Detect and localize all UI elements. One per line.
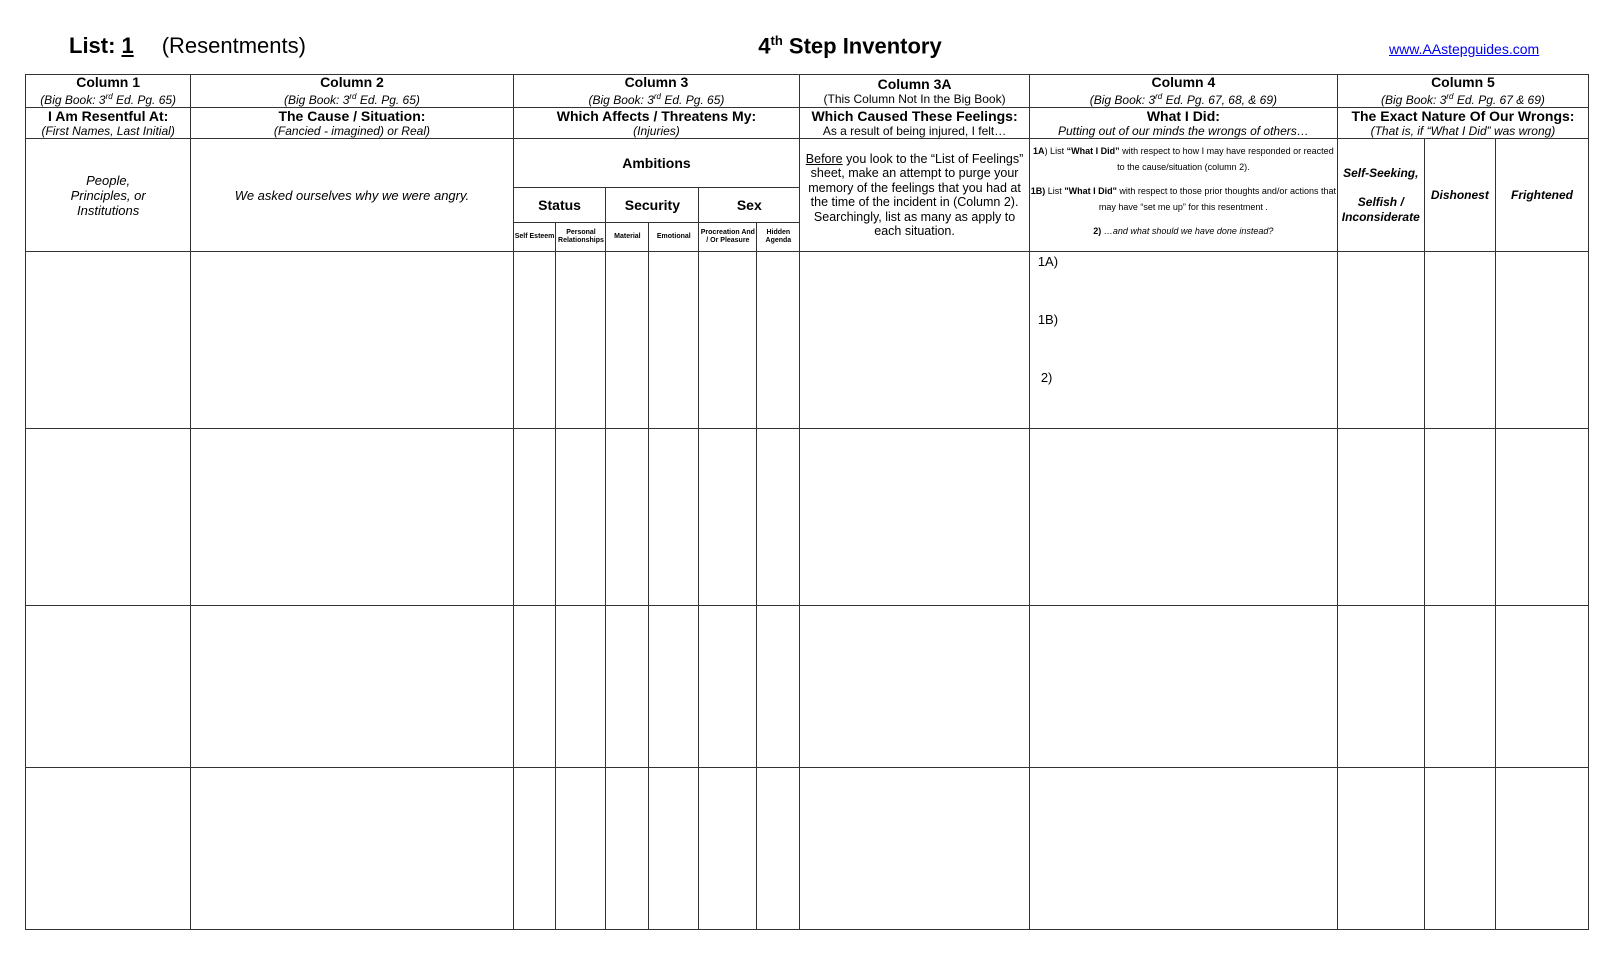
col1-heading: I Am Resentful At: [47, 107, 169, 124]
col1-heading-cell [26, 108, 191, 139]
entry-cell[interactable] [800, 429, 1030, 606]
entry-cell[interactable] [191, 768, 513, 930]
col4-description: 1A) List “What I Did” with respect to how I may have responded or reacted to the cause/situation (column 2). 1B) List "What I Did" with respect to those prior thoughts and/or actions that may have “set me up” for this resentment . 2) …and what should we have done instead? [1029, 139, 1337, 252]
entry-cell[interactable] [191, 606, 513, 768]
col5-heading-cell [1337, 108, 1588, 139]
col3a-description: Before you look to the “List of Feelings” sheet, make an attempt to purge your memory of the feelings that you had at the time of the incident in (Column 2). Searchingly, list as many as apply to each situation. [800, 139, 1030, 252]
entry-cell[interactable] [556, 429, 606, 606]
col1-title-cell [26, 75, 191, 108]
list-header [69, 33, 306, 59]
material-header: Material [606, 223, 649, 252]
dishonest-header: Dishonest [1424, 139, 1495, 252]
entry-cell[interactable] [649, 606, 699, 768]
entry-cell[interactable] [513, 429, 556, 606]
col2-heading: The Cause / Situation: [278, 107, 426, 124]
entry-cell[interactable] [757, 606, 800, 768]
entry-cell[interactable] [26, 606, 191, 768]
self-esteem-header: Self Esteem [513, 223, 556, 252]
col2-title-cell [191, 75, 513, 108]
entry-cell[interactable] [1337, 252, 1424, 429]
entry-cell[interactable] [26, 768, 191, 930]
entry-cell[interactable] [191, 252, 513, 429]
entry-cell[interactable] [649, 252, 699, 429]
self-seeking-header: Self-Seeking, Selfish / Inconsiderate [1337, 139, 1424, 252]
entry-cell[interactable] [1496, 606, 1589, 768]
col2-subheading: (Fancied - imagined) or Real) [273, 123, 430, 138]
col3a-ref: (This Column Not In the Big Book) [823, 91, 1006, 106]
procreation-header: Procreation And / Or Pleasure [699, 223, 757, 252]
entry-cell[interactable] [699, 252, 757, 429]
entry-label-2: 2) [1040, 370, 1053, 385]
entry-cell[interactable] [606, 768, 649, 930]
col5-ref: (Big Book: 3rd Ed. Pg. 67 & 69) [1381, 92, 1545, 107]
entry-cell[interactable] [1424, 252, 1495, 429]
col1-ref: (Big Book: 3rd Ed. Pg. 65) [40, 92, 177, 107]
entry-cell[interactable] [699, 606, 757, 768]
entry-cell[interactable] [800, 768, 1030, 930]
website-link[interactable]: www.AAstepguides.com [1389, 41, 1540, 57]
entry-cell[interactable] [513, 252, 556, 429]
col4-heading: What I Did: [1146, 107, 1220, 124]
entry-label-1b: 1B) [1037, 312, 1059, 327]
entry-cell[interactable] [1337, 429, 1424, 606]
entry-cell[interactable] [606, 429, 649, 606]
personal-relationships-header: Personal Relationships [556, 223, 606, 252]
security-header: Security [606, 188, 699, 223]
entry-cell[interactable] [1496, 429, 1589, 606]
entry-cell[interactable] [556, 252, 606, 429]
col1-desc-cell [26, 139, 191, 252]
entry-cell[interactable] [513, 606, 556, 768]
entry-cell[interactable] [191, 429, 513, 606]
description-row-top [26, 139, 1589, 188]
col3-heading: Which Affects / Threatens My: [556, 107, 757, 124]
col1-description: People, Principles, or Institutions [70, 172, 146, 218]
col5-subheading: (That is, if “What I Did” was wrong) [1370, 123, 1556, 138]
col2-title: Column 2 [320, 74, 384, 90]
col2-desc-cell [191, 139, 513, 252]
entry-cell[interactable] [1496, 768, 1589, 930]
col4-title: Column 4 [1151, 74, 1216, 90]
sex-header: Sex [699, 188, 800, 223]
entry-cell[interactable] [1424, 429, 1495, 606]
entry-cell[interactable] [1337, 768, 1424, 930]
col4-subheading: Putting out of our minds the wrongs of others… [1057, 123, 1309, 138]
entry-cell[interactable] [26, 429, 191, 606]
entry-cell-what-i-did[interactable] [1029, 252, 1337, 429]
entry-label-1a: 1A) [1037, 254, 1059, 269]
col5-title-cell [1337, 75, 1588, 108]
col3-ref: (Big Book: 3rd Ed. Pg. 65) [588, 92, 725, 107]
entry-cell[interactable] [1337, 606, 1424, 768]
list-label: List: [69, 33, 116, 58]
col4-ref: (Big Book: 3rd Ed. Pg. 67, 68, & 69) [1089, 92, 1277, 107]
inventory-table [25, 74, 1589, 930]
page-title: 4th Step Inventory [758, 33, 942, 59]
col3a-title-cell [800, 75, 1030, 108]
entry-cell[interactable] [757, 429, 800, 606]
col2-description: We asked ourselves why we were angry. [234, 187, 470, 203]
entry-cell[interactable] [649, 429, 699, 606]
entry-cell[interactable] [699, 429, 757, 606]
entry-cell[interactable] [800, 606, 1030, 768]
column-heading-row [26, 108, 1589, 139]
col3-title-cell [513, 75, 800, 108]
entry-cell[interactable] [699, 768, 757, 930]
hidden-agenda-header: Hidden Agenda [757, 223, 800, 252]
entry-cell[interactable] [606, 252, 649, 429]
entry-cell[interactable] [1424, 606, 1495, 768]
table-row [26, 606, 1589, 768]
table-row [26, 768, 1589, 930]
frightened-header: Frightened [1496, 139, 1589, 252]
entry-cell[interactable] [649, 768, 699, 930]
col3a-title: Column 3A [877, 75, 952, 92]
entry-cell[interactable] [757, 252, 800, 429]
column-title-row [26, 75, 1589, 108]
list-number-field[interactable]: 1 [121, 33, 134, 58]
emotional-header: Emotional [649, 223, 699, 252]
col3a-heading-cell [800, 108, 1030, 139]
ambitions-header: Ambitions [513, 139, 800, 188]
entry-cell[interactable] [26, 252, 191, 429]
col3a-subheading: As a result of being injured, I felt… [822, 123, 1007, 138]
status-header: Status [513, 188, 606, 223]
col2-heading-cell [191, 108, 513, 139]
col3a-heading: Which Caused These Feelings: [811, 107, 1018, 124]
entry-cell[interactable] [606, 606, 649, 768]
col3-title: Column 3 [624, 74, 689, 90]
col3-subheading: (Injuries) [633, 123, 680, 138]
entry-cell[interactable] [1029, 606, 1337, 768]
entry-cell[interactable] [1424, 768, 1495, 930]
col5-title: Column 5 [1431, 74, 1495, 90]
col4-heading-cell [1029, 108, 1337, 139]
table-row [26, 429, 1589, 606]
entry-cell[interactable] [556, 768, 606, 930]
col3-heading-cell [513, 108, 800, 139]
col5-heading: The Exact Nature Of Our Wrongs: [1351, 107, 1575, 124]
entry-cell[interactable] [1029, 768, 1337, 930]
col1-subheading: (First Names, Last Initial) [41, 123, 175, 138]
entry-cell[interactable] [800, 252, 1030, 429]
col1-title: Column 1 [76, 74, 141, 90]
table-row [26, 252, 1589, 429]
entry-cell[interactable] [556, 606, 606, 768]
list-type: (Resentments) [161, 33, 306, 58]
entry-cell[interactable] [1029, 429, 1337, 606]
entry-cell[interactable] [757, 768, 800, 930]
col2-ref: (Big Book: 3rd Ed. Pg. 65) [284, 92, 420, 107]
col4-title-cell [1029, 75, 1337, 108]
entry-cell[interactable] [1496, 252, 1589, 429]
entry-cell[interactable] [513, 768, 556, 930]
